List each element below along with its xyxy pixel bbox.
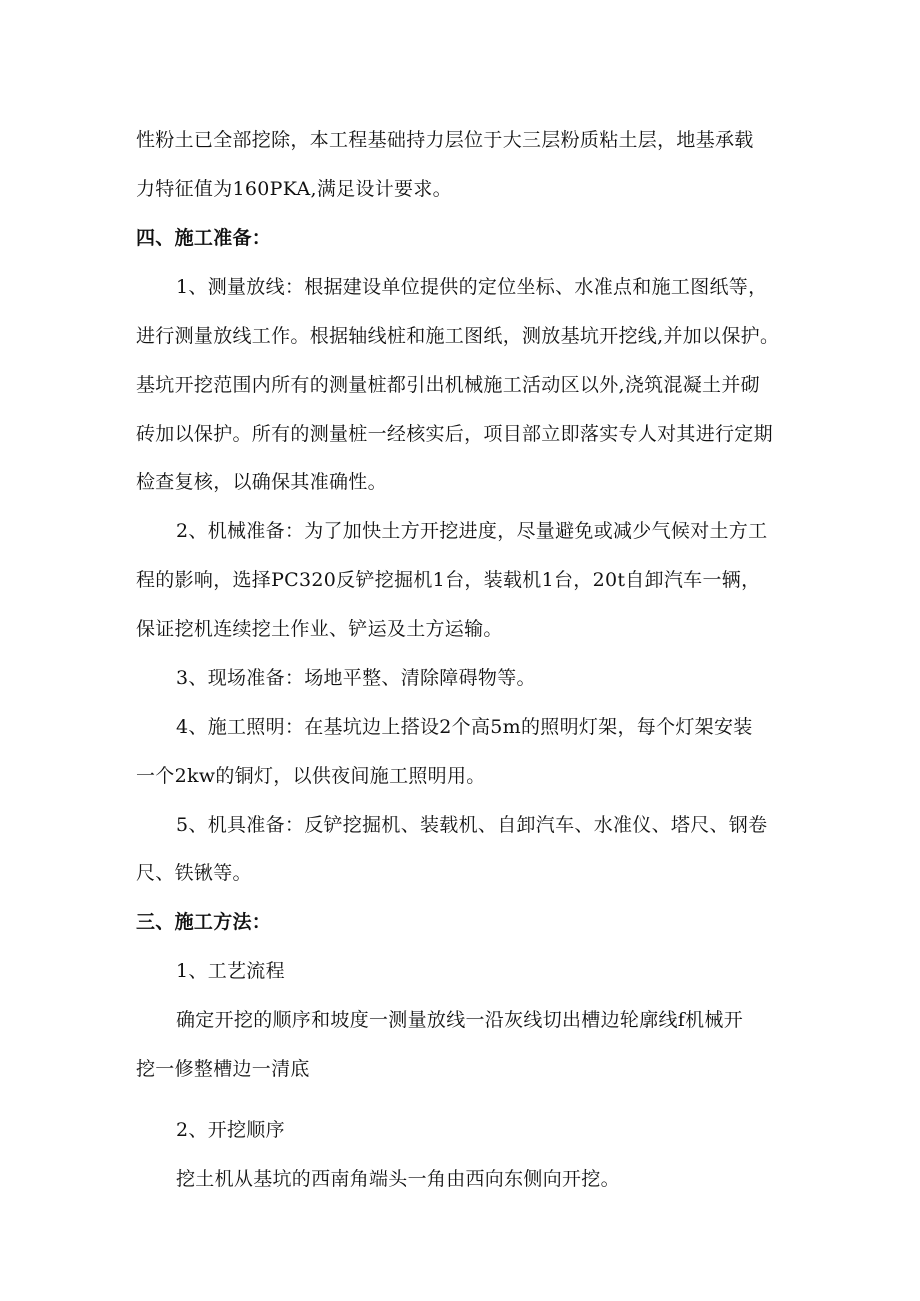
- paragraph-line: 挖土机从基坑的西南角端头一角由西向东侧向开挖。: [176, 1168, 620, 1190]
- paragraph-line: 3、现场准备：场地平整、清除障碍物等。: [176, 667, 536, 689]
- paragraph-line: 4、施工照明：在基坑边上搭设2个高5m的照明灯架，每个灯架安装: [176, 716, 753, 738]
- paragraph-line: 进行测量放线工作。根据轴线桩和施工图纸，测放基坑开挖线,并加以保护。: [136, 325, 780, 347]
- paragraph-line: 砖加以保护。所有的测量桩一经核实后，项目部立即落实专人对其进行定期: [136, 423, 773, 445]
- paragraph-line: 力特征值为160PKA,满足设计要求。: [136, 178, 452, 200]
- paragraph-line: 保证挖机连续挖土作业、铲运及土方运输。: [136, 618, 503, 640]
- paragraph-line: 基坑开挖范围内所有的测量桩都引出机械施工活动区以外,浇筑混凝土并砌: [136, 374, 760, 396]
- paragraph-line: 2、机械准备：为了加快土方开挖进度，尽量避免或减少气候对土方工: [176, 520, 768, 542]
- paragraph-line: 挖一修整槽边一清底: [136, 1058, 310, 1080]
- paragraph-line: 1、测量放线：根据建设单位提供的定位坐标、水准点和施工图纸等，: [176, 276, 768, 298]
- paragraph-line: 检查复核，以确保其准确性。: [136, 471, 387, 493]
- subheading-excavation-order: 2、开挖顺序: [176, 1119, 285, 1141]
- paragraph-line: 一个2kw的铜灯，以供夜间施工照明用。: [136, 765, 486, 787]
- subheading-process-flow: 1、工艺流程: [176, 960, 285, 982]
- paragraph-line: 确定开挖的顺序和坡度一测量放线一沿灰线切出槽边轮廓线f机械开: [176, 1009, 744, 1031]
- paragraph-line: 尺、铁锹等。: [136, 862, 252, 884]
- paragraph-line: 程的影响，选择PC320反铲挖掘机1台，装载机1台，20t自卸汽车一辆，: [136, 569, 761, 591]
- section-heading-construction-method: 三、施工方法：: [136, 911, 272, 933]
- section-heading-construction-preparation: 四、施工准备：: [136, 227, 272, 249]
- paragraph-line: 性粉土已全部挖除，本工程基础持力层位于大三层粉质粘土层，地基承载: [136, 129, 754, 151]
- paragraph-line: 5、机具准备：反铲挖掘机、装载机、自卸汽车、水准仪、塔尺、钢卷: [176, 814, 768, 836]
